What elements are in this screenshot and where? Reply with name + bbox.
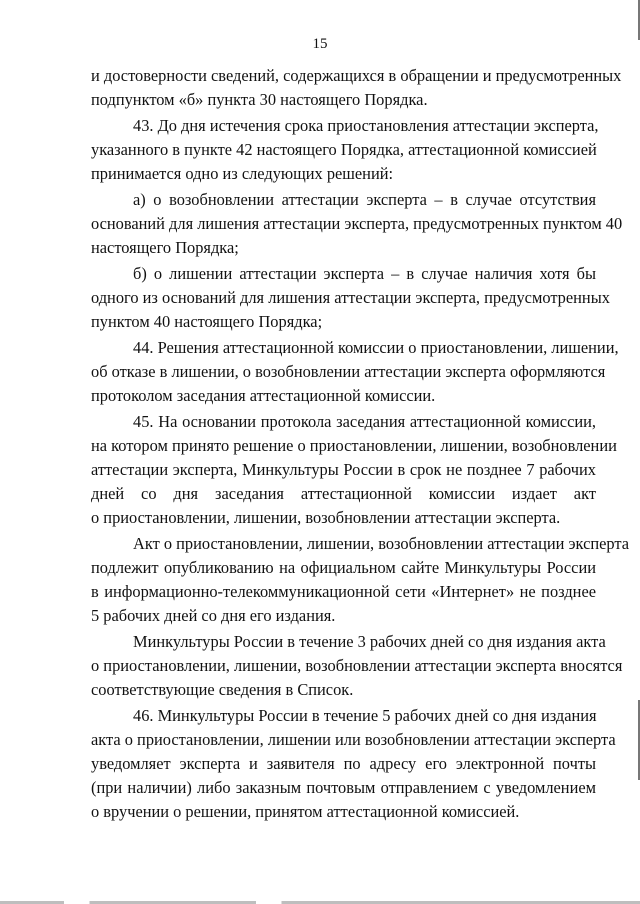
text-line: подлежит опубликованию на официальном сайте Минкультуры России	[91, 558, 596, 577]
text-line: оснований для лишения аттестации эксперта, предусмотренных пунктом 40	[91, 214, 623, 233]
text-line: Минкультуры России в течение 3 рабочих дней со дня издания акта	[133, 632, 606, 651]
text-line: принимается одно из следующих решений:	[91, 164, 394, 183]
paragraph	[91, 630, 623, 702]
text-line: указанного в пункте 42 настоящего Порядка, аттестационной комиссией	[91, 140, 597, 159]
text-line: на котором принято решение о приостановлении, лишении, возобновлении	[91, 436, 617, 455]
text-line: и достоверности сведений, содержащихся в обращении и предусмотренных	[91, 66, 622, 85]
text-line: протоколом заседания аттестационной комиссии.	[91, 386, 436, 405]
text-line: 45. На основании протокола заседания аттестационной комиссии,	[133, 412, 596, 431]
text-line: Акт о приостановлении, лишении, возобновлении аттестации эксперта	[133, 534, 630, 553]
text-line: уведомляет эксперта и заявителя по адресу его электронной почты	[91, 754, 596, 773]
text-line: дней со дня заседания аттестационной комиссии издает акт	[91, 484, 596, 503]
paragraph	[91, 188, 623, 260]
text-line: подпунктом «б» пункта 30 настоящего Порядка.	[91, 90, 428, 109]
text-line: настоящего Порядка;	[91, 238, 239, 257]
paragraph	[91, 262, 610, 334]
text-line: пунктом 40 настоящего Порядка;	[91, 312, 323, 331]
text-line: соответствующие сведения в Список.	[91, 680, 354, 699]
text-line: 46. Минкультуры России в течение 5 рабочих дней со дня издания	[133, 706, 597, 725]
page-number: 15	[312, 36, 328, 52]
text-line: а) о возобновлении аттестации эксперта – в случае отсутствия	[133, 190, 596, 209]
text-line: о вручении о решении, принятом аттестационной комиссией.	[91, 802, 520, 821]
text-line: о приостановлении, лишении, возобновлении аттестации эксперта.	[91, 508, 561, 527]
text-line: акта о приостановлении, лишении или возобновлении аттестации эксперта	[91, 730, 616, 749]
paragraph	[91, 114, 599, 186]
text-line: (при наличии) либо заказным почтовым отправлением с уведомлением	[91, 778, 596, 797]
text-line: одного из оснований для лишения аттестации эксперта, предусмотренных	[91, 288, 610, 307]
text-line: б) о лишении аттестации эксперта – в случае наличия хотя бы	[133, 264, 596, 283]
text-line: аттестации эксперта, Минкультуры России в срок не позднее 7 рабочих	[91, 460, 596, 479]
document-body	[91, 64, 630, 826]
text-line: 43. До дня истечения срока приостановления аттестации эксперта,	[133, 116, 599, 135]
text-line: 44. Решения аттестационной комиссии о приостановлении, лишении,	[133, 338, 619, 357]
paragraph	[91, 410, 617, 530]
paragraph	[91, 64, 622, 112]
text-line: о приостановлении, лишении, возобновлении аттестации эксперта вносятся	[91, 656, 623, 675]
paragraph	[91, 532, 630, 628]
paragraph	[91, 704, 616, 824]
paragraph	[91, 336, 619, 408]
text-line: 5 рабочих дней со дня его издания.	[91, 606, 336, 625]
text-line: в информационно-телекоммуникационной сети «Интернет» не позднее	[91, 582, 596, 601]
text-line: об отказе в лишении, о возобновлении аттестации эксперта оформляются	[91, 362, 606, 381]
